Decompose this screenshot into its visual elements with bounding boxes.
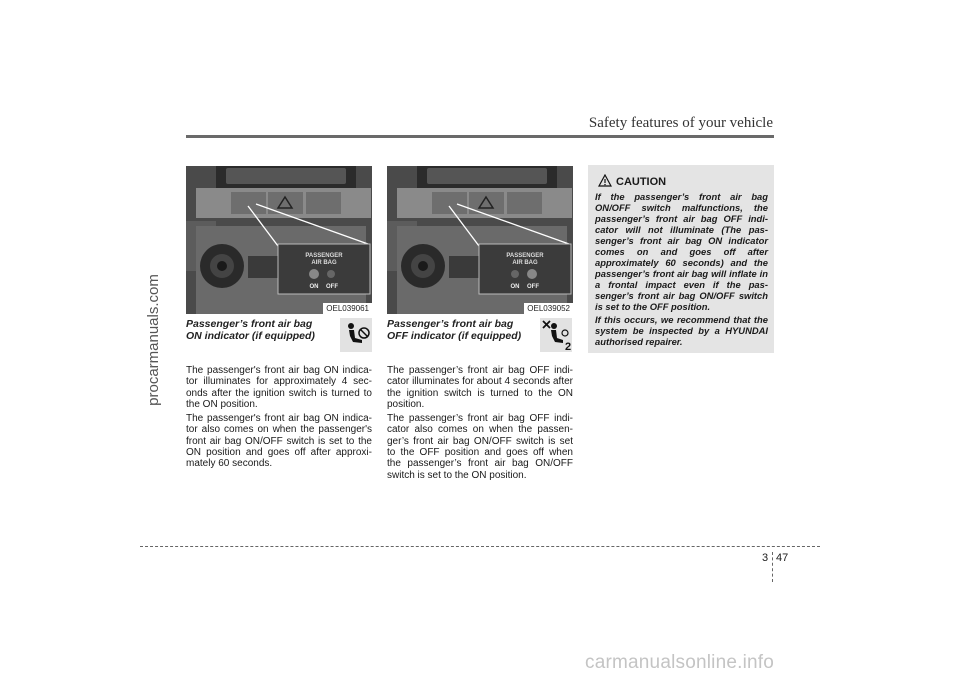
airbag-off-indicator-icon (540, 318, 572, 352)
photo-off-indicator (387, 166, 573, 314)
paragraph: The passenger’s front air bag OFF indi-cator illuminates for about 4 seconds after the ignition switch is turned to the ON position. (387, 365, 573, 410)
page-number: 47 (776, 552, 789, 564)
warning-triangle-icon (598, 174, 612, 187)
photo-on-indicator (186, 166, 372, 314)
section-title: Safety features of your vehicle (588, 115, 773, 131)
caution-paragraph: If the passenger’s front air bag ON/OFF switch malfunctions, the passenger’s front air bag OFF indi-cator will not illuminate (The pas-senger’s front air bag ON indicator comes on and goes off after approximately 60 seconds) and the passenger’s front air bag will inflate in a frontal impact even if the pas-senger’s front air bag ON/OFF switch is set to the OFF position. (595, 191, 768, 312)
page-separator (772, 552, 773, 582)
body-text-off-indicator (387, 365, 573, 484)
caption-line2: ON indicator (if equipped) (186, 330, 315, 342)
panel-on-label: ON (510, 284, 520, 290)
panel-label-line1: PASSENGER (305, 253, 343, 259)
airbag-on-indicator-icon (340, 318, 372, 352)
side-watermark: procarmanuals.com (145, 274, 162, 406)
caution-paragraph: If this occurs, we recommend that the system be inspected by a HYUNDAI authorised repairer. (595, 314, 768, 347)
caption-line2: OFF indicator (if equipped) (387, 330, 522, 342)
panel-label-line2: AIR BAG (512, 260, 538, 266)
caption-on-indicator (186, 318, 336, 342)
header-rule (186, 135, 774, 138)
panel-off-label: OFF (326, 284, 338, 290)
page-section-number: 3 (762, 552, 769, 564)
paragraph: The passenger's front air bag ON indica-tor illuminates for approximately 4 sec-onds after the ignition switch is turned to the ON position. (186, 365, 372, 410)
caption-off-indicator (387, 318, 537, 342)
caution-box (588, 165, 774, 353)
svg-text:2: 2 (565, 341, 572, 352)
footer-rule (140, 546, 820, 547)
paragraph: The passenger’s front air bag OFF indi-cator also comes on when the passen-ger’s front air bag ON/OFF switch is set to the OFF position and goes off when the passenger’s front air bag ON/OFF switch is set to the ON position. (387, 413, 573, 481)
caption-line1: Passenger’s front air bag (387, 318, 514, 330)
panel-off-label: OFF (527, 284, 539, 290)
caution-title: CAUTION (616, 176, 667, 188)
paragraph: The passenger's front air bag ON indica-tor also comes on when the passenger's front air bag ON/OFF switch is set to the ON position and goes off after approxi-mately 60 seconds. (186, 413, 372, 470)
photo-code: OEL039052 (524, 303, 573, 314)
bottom-watermark: carmanualsonline.info (585, 652, 775, 673)
panel-label-line1: PASSENGER (506, 253, 544, 259)
caption-line1: Passenger’s front air bag (186, 318, 313, 330)
caution-body (595, 191, 768, 349)
panel-on-label: ON (309, 284, 319, 290)
body-text-on-indicator (186, 365, 372, 473)
photo-code: OEL039061 (323, 303, 372, 314)
panel-label-line2: AIR BAG (311, 260, 337, 266)
